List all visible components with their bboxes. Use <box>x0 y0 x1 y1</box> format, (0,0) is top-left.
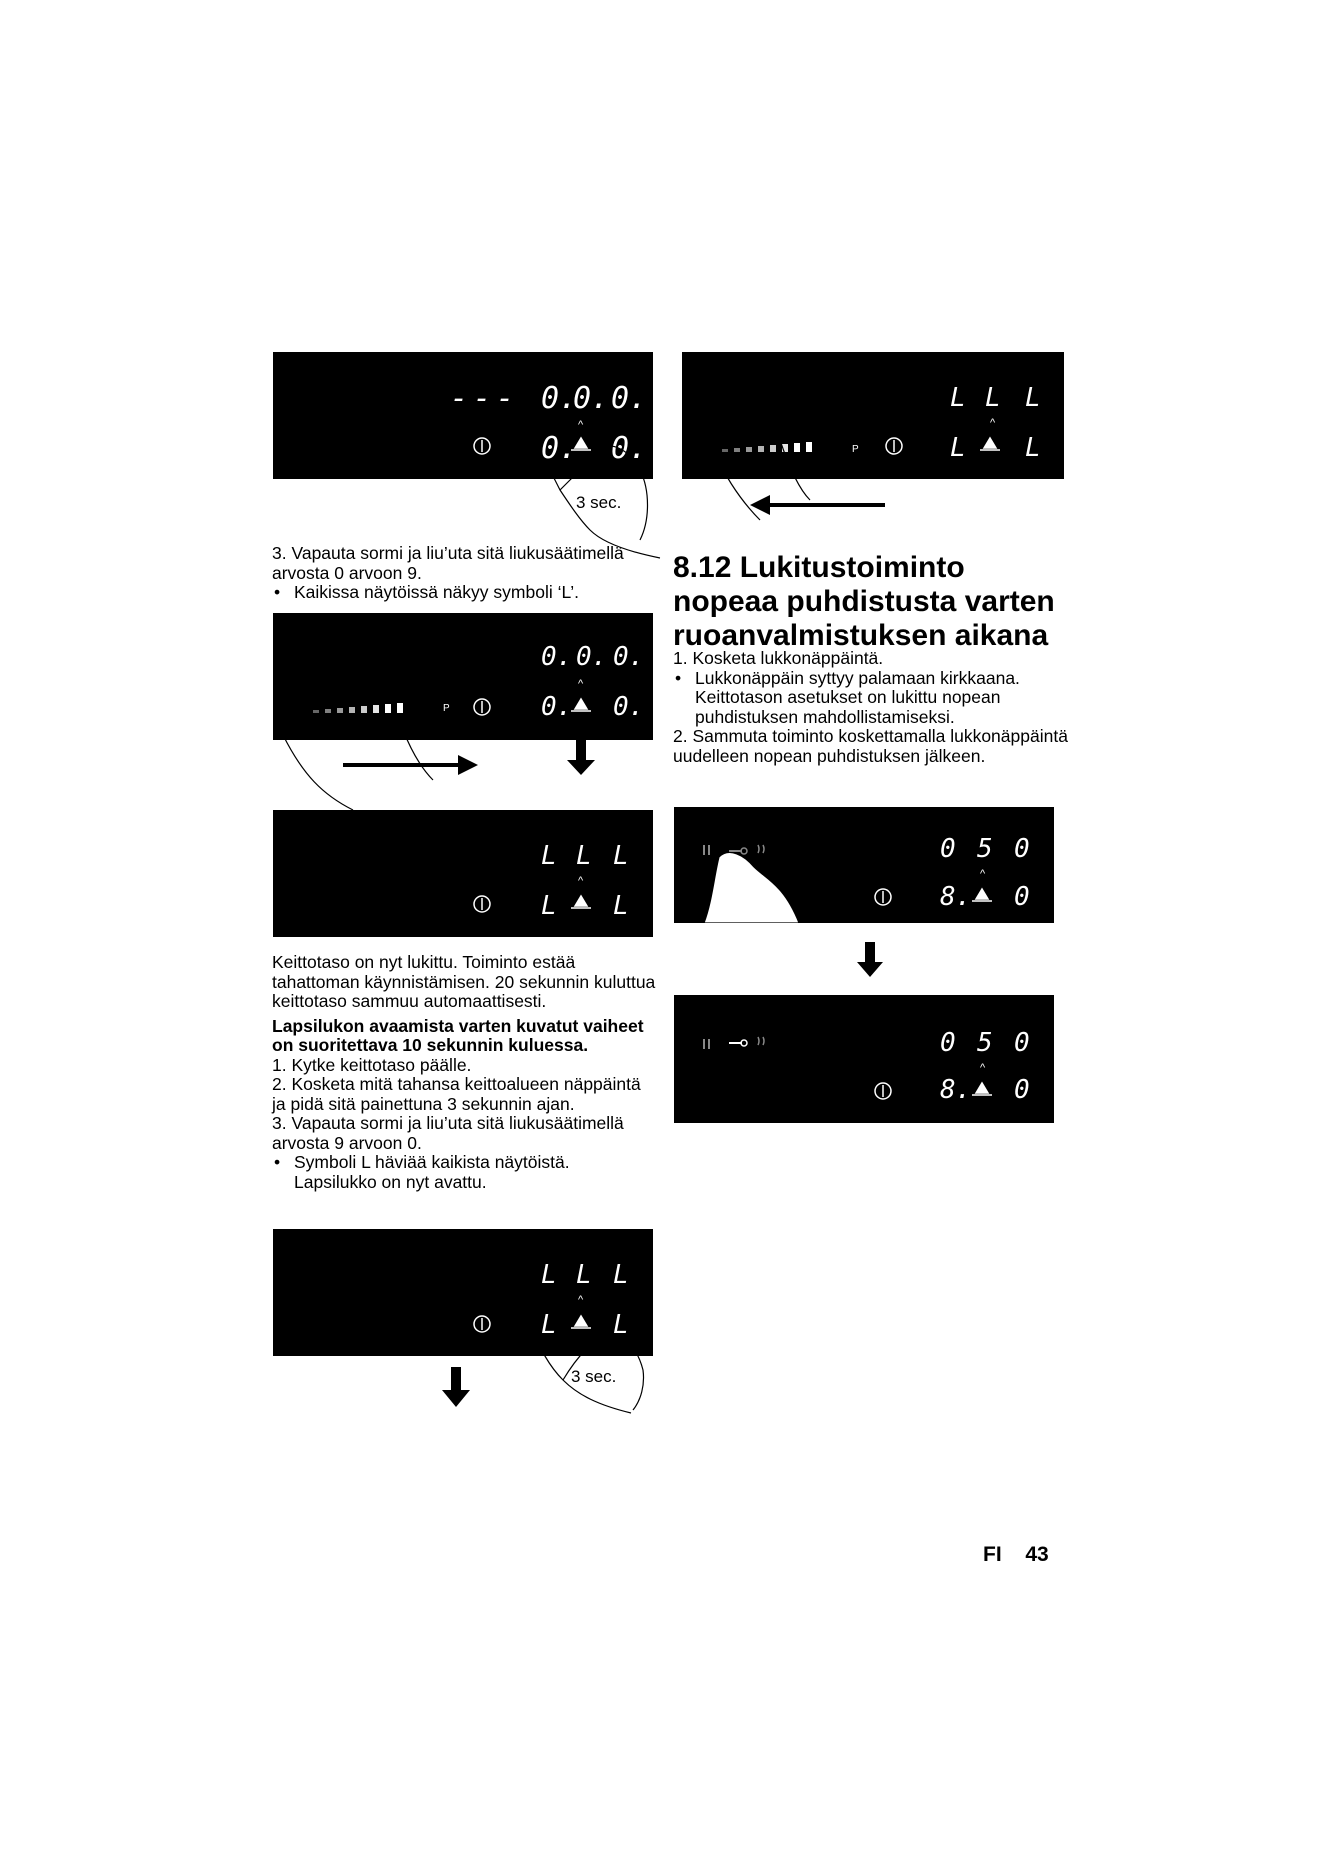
display-digit: L <box>541 891 557 921</box>
page-number: 43 <box>1025 1543 1049 1566</box>
power-icon[interactable] <box>474 699 490 715</box>
display-digit: 0 <box>1014 834 1030 864</box>
power-icon[interactable] <box>875 1083 891 1099</box>
keep-warm-icon[interactable] <box>758 1037 764 1045</box>
display-digit: L <box>541 1260 557 1290</box>
display-digit: 0. <box>611 381 648 416</box>
power-icon[interactable] <box>875 889 891 905</box>
display-digit: L <box>985 383 1001 413</box>
power-icon[interactable] <box>474 896 490 912</box>
hood-fan-icon[interactable] <box>972 1083 992 1095</box>
display-digit: 0. <box>613 692 645 722</box>
display-dash: - <box>496 381 515 416</box>
section-heading: 8.12 Lukitustoiminto nopeaa puhdistusta varten ruoanvalmistuksen aikana <box>673 551 1055 652</box>
key-lock-icon[interactable] <box>729 1040 747 1046</box>
display-digit: 0. <box>541 431 578 466</box>
display-digit: 5 <box>977 834 993 864</box>
slider-label: P <box>852 444 859 455</box>
footer-language: FI <box>983 1543 1002 1566</box>
hood-fan-icon[interactable] <box>571 896 591 908</box>
display-digit: L <box>613 891 629 921</box>
display-dash: - <box>450 381 469 416</box>
down-arrow-icon <box>442 1367 470 1407</box>
display-digit: L <box>1025 383 1041 413</box>
step-3-text: 3. Vapauta sormi ja liu’uta sitä liukusäätimellä arvosta 0 arvoon 9. <box>272 543 624 583</box>
hold-duration-label: 3 sec. <box>571 1367 617 1386</box>
pause-icon[interactable] <box>704 1039 709 1049</box>
display-digit: L <box>950 433 966 463</box>
hood-fan-icon[interactable] <box>571 699 591 711</box>
swipe-left-arrow <box>680 440 940 550</box>
display-digit: L <box>541 841 557 871</box>
display-digit: 0. <box>541 642 573 672</box>
display-digit: 0 <box>940 1028 956 1058</box>
hint-caret: ^ <box>578 678 584 690</box>
display-digit: 0. <box>541 692 573 722</box>
unlock-step-2: 2. Kosketa mitä tahansa keittoalueen näppäintä ja pidä sitä painettuna 3 sekunnin ajan. <box>272 1074 641 1114</box>
locked-description: Keittotaso on nyt lukittu. Toiminto estää tahattoman käynnistämisen. 20 sekunnin kuluttua keittotaso sammuu automaattisesti. <box>272 952 656 1011</box>
display-digit: 8. <box>940 882 972 912</box>
display-digit: 8. <box>940 1075 972 1105</box>
display-digit: 0. <box>541 381 578 416</box>
display-digit: L <box>541 1310 557 1340</box>
hint-caret: ^ <box>578 419 584 431</box>
display-dash: - <box>473 381 492 416</box>
hint-caret: ^ <box>578 875 584 887</box>
display-digit: 0. <box>613 642 645 672</box>
slider-label: P <box>443 703 450 714</box>
display-digit: L <box>576 1260 592 1290</box>
display-digit: L <box>576 841 592 871</box>
display-digit: 0 <box>940 834 956 864</box>
unlock-heading: Lapsilukon avaamista varten kuvatut vaiheet on suoritettava 10 sekunnin kuluessa. <box>272 1015 644 1055</box>
control-panel-display-6 <box>674 995 1054 1123</box>
down-arrow-icon <box>567 737 595 775</box>
swipe-right-arrow <box>273 715 653 815</box>
pause-icon[interactable] <box>704 845 709 855</box>
bullet-text: • Kaikissa näytöissä näkyy symboli ‘L’. <box>272 583 656 603</box>
hint-caret: ^ <box>980 868 986 880</box>
slider-bar[interactable] <box>313 703 403 713</box>
keep-warm-icon[interactable] <box>758 845 764 853</box>
display-digit: 0 <box>1014 1028 1030 1058</box>
display-digit: L <box>613 841 629 871</box>
right-bullet: • Lukkonäppäin syttyy palamaan kirkkaana. Keittotason asetukset on lukittu nopean puhdistuksen mahdollistamiseksi. <box>673 669 1073 728</box>
hold-duration-label: 3 sec. <box>576 493 622 512</box>
unlock-bullet: • Symboli L häviää kaikista näytöistä. Lapsilukko on nyt avattu. <box>272 1153 656 1192</box>
hand-press-icon <box>704 852 799 923</box>
unlock-step-1: 1. Kytke keittotaso päälle. <box>272 1054 472 1075</box>
display-digit: L <box>613 1260 629 1290</box>
display-digit: 0. <box>573 381 610 416</box>
down-arrow-icon <box>855 940 885 980</box>
display-digit: 0. <box>611 431 648 466</box>
hint-caret: ^ <box>980 1062 986 1074</box>
display-digit: L <box>950 383 966 413</box>
display-digit: L <box>613 1310 629 1340</box>
right-step-2: 2. Sammuta toiminto koskettamalla lukkonäppäintä uudelleen nopean puhdistuksen jälkeen. <box>673 726 1068 766</box>
hood-fan-icon[interactable] <box>980 438 1000 450</box>
hood-fan-icon[interactable] <box>972 889 992 901</box>
display-digit: 0 <box>1014 882 1030 912</box>
right-step-1: 1. Kosketa lukkonäppäintä. <box>673 648 884 668</box>
hint-caret: ^ <box>990 417 996 429</box>
power-icon[interactable] <box>474 438 490 454</box>
display-digit: L <box>1025 433 1041 463</box>
display-digit: 0. <box>576 642 608 672</box>
control-panel-display-4 <box>273 810 653 937</box>
display-digit: 0 <box>1014 1075 1030 1105</box>
hand-press-icon <box>520 430 670 560</box>
display-digit: 5 <box>977 1028 993 1058</box>
control-panel-display-5 <box>674 807 1054 923</box>
hint-caret: ^ <box>578 1294 584 1306</box>
hand-press-illustration <box>273 1310 673 1420</box>
unlock-step-3: 3. Vapauta sormi ja liu’uta sitä liukusäätimellä arvosta 9 arvoon 0. <box>272 1113 624 1153</box>
